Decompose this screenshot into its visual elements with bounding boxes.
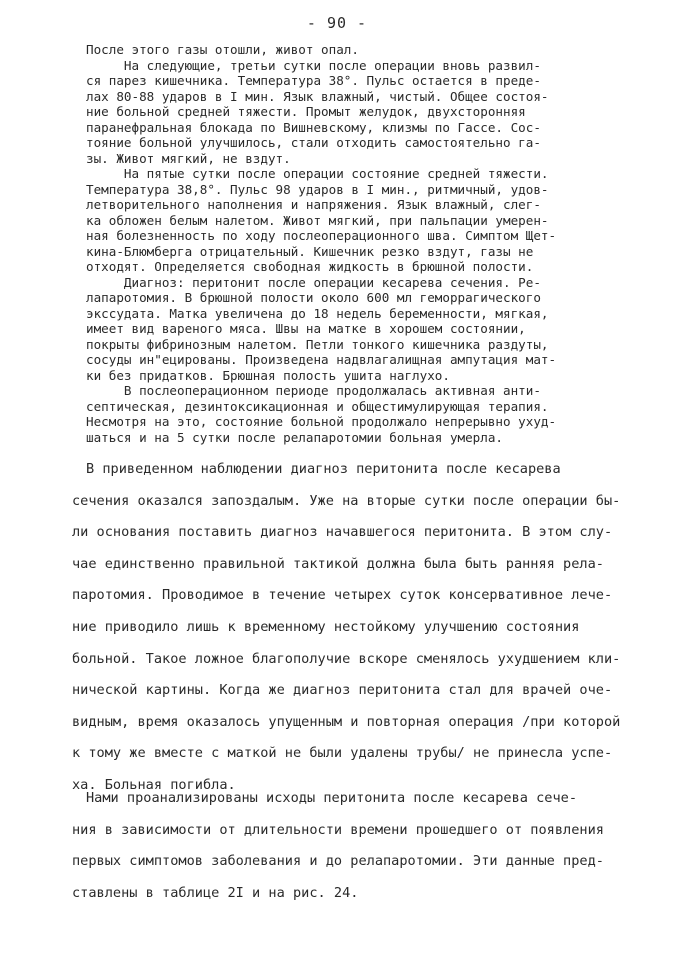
text-line: ная болезненность по ходу послеоперационного шва. Симптом Щет- xyxy=(86,228,557,243)
text-line: ние приводило лишь к временному нестойкому улучшению состояния xyxy=(72,618,580,635)
text-line: чае единственно правильной тактикой должна была быть ранняя рела- xyxy=(72,555,604,572)
text-line: Несмотря на это, состояние больной продолжало непрерывно ухуд- xyxy=(86,414,557,429)
text-line: Диагноз: перитонит после операции кесарева сечения. Ре- xyxy=(86,274,541,290)
text-line: ка обложен белым налетом. Живот мягкий, при пальпации умерен- xyxy=(86,212,549,228)
text-line: первых симптомов заболевания и до релапаротомии. Эти данные пред- xyxy=(72,853,604,870)
text-line: Температура 38,8°. Пульс 98 ударов в I мин., ритмичный, удов- xyxy=(86,181,549,197)
text-line: лапаротомия. В брюшной полости около 600 мл геморрагического xyxy=(86,290,541,305)
text-line: кина-Блюмберга отрицательный. Кишечник резко вздут, газы не xyxy=(86,243,534,259)
text-line: видным, время оказалось упущенным и повторная операция /при которой xyxy=(72,713,621,730)
text-line: экссудата. Матка увеличена до 18 недель беременности, мягкая, xyxy=(86,305,549,321)
text-line: имеет вид вареного мяса. Швы на матке в хорошем состоянии, xyxy=(86,321,526,336)
text-line: паротомия. Проводимое в течение четырех суток консервативное лече- xyxy=(72,587,613,604)
text-line: После этого газы отошли, живот опал. xyxy=(86,42,359,57)
text-line: больной. Такое ложное благополучие вскоре сменялось ухудшением кли- xyxy=(72,650,621,667)
text-line: ния в зависимости от длительности времени прошедшего от появления xyxy=(72,821,604,838)
text-line: сосуды ин"ецированы. Произведена надвлагалищная ампутация мат- xyxy=(86,352,557,367)
text-line: В послеоперационном периоде продолжалась активная анти- xyxy=(86,383,541,398)
text-line: ся парез кишечника. Температура 38°. Пульс остается в преде- xyxy=(86,73,541,88)
text-line: тояние больной улучшилось, стали отходить самостоятельно га- xyxy=(86,135,541,150)
text-line: ставлены в таблице 2I и на рис. 24. xyxy=(72,884,359,901)
text-line: ли основания поставить диагноз начавшегося перитонита. В этом слу- xyxy=(72,524,613,541)
page-number: - 90 - xyxy=(306,14,368,32)
text-line: сечения оказался запоздалым. Уже на вторые сутки после операции бы- xyxy=(72,492,621,509)
text-line: ха. Больная погибла. xyxy=(72,776,236,793)
text-line: покрыты фибринозным налетом. Петли тонкого кишечника раздуты, xyxy=(86,336,549,352)
text-line: к тому же вместе с маткой не были удалены трубы/ не принесла успе- xyxy=(72,745,613,762)
analysis-paragraph xyxy=(72,454,642,802)
text-line: На следующие, третьи сутки после операции вновь развил- xyxy=(86,57,541,73)
text-line: шаться и на 5 сутки после релапаротомии больная умерла. xyxy=(86,429,504,445)
text-line: отходят. Определяется свободная жидкость в брюшной полости. xyxy=(86,259,534,274)
text-line: летворительного наполнения и напряжения. Язык влажный, слег- xyxy=(86,197,541,212)
text-line: На пятые сутки после операции состояние средней тяжести. xyxy=(86,166,549,181)
text-line: В приведенном наблюдении диагноз перитонита после кесарева xyxy=(86,461,561,477)
text-line: лах 80-88 ударов в I мин. Язык влажный, чистый. Общее состоя- xyxy=(86,88,549,104)
text-line: нической картины. Когда же диагноз перитонита стал для врачей оче- xyxy=(72,682,613,699)
text-line: зы. Живот мягкий, не вздут. xyxy=(86,150,291,166)
text-line: ки без придатков. Брюшная полость ушита наглухо. xyxy=(86,367,450,383)
text-line: септическая, дезинтоксикационная и общестимулирующая терапия. xyxy=(86,398,549,414)
text-line: паранефральная блокада по Вишневскому, клизмы по Гассе. Сос- xyxy=(86,119,541,135)
text-line: Нами проанализированы исходы перитонита после кесарева сече- xyxy=(86,790,578,806)
case-description-block xyxy=(86,42,634,445)
outcomes-paragraph xyxy=(72,783,642,909)
text-line: ние больной средней тяжести. Промыт желудок, двухсторонняя xyxy=(86,104,526,119)
